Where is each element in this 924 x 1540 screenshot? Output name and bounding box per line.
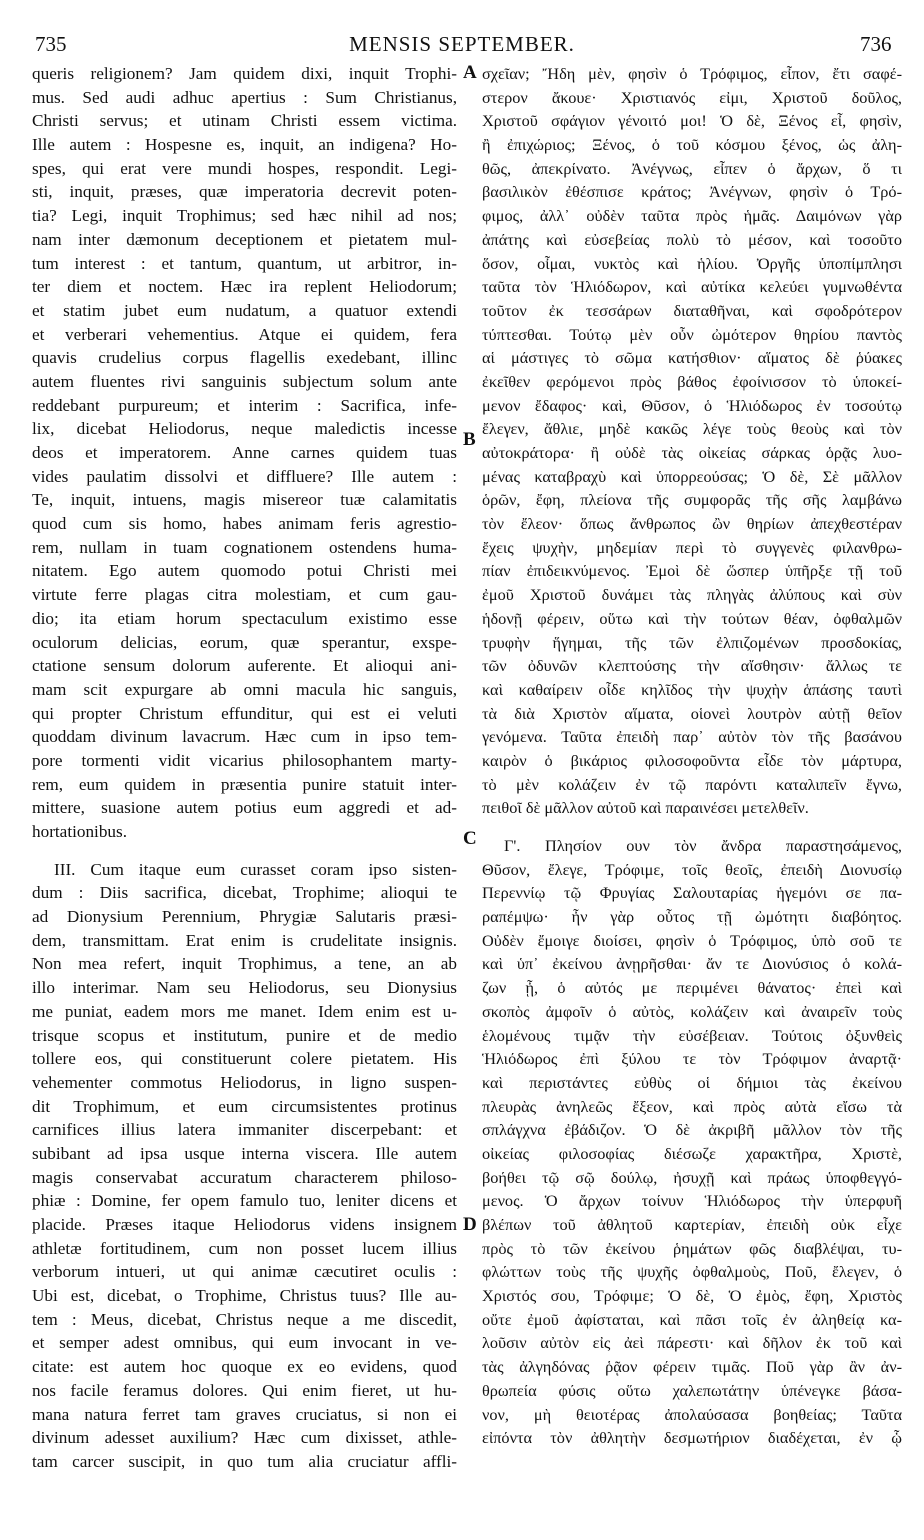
latin-text-line: dio; ita etiam horum spectaculum existimo esse [32,608,457,628]
latin-text-line: reddebant purpureum; et interim : Sacrifica, infe- [32,395,457,415]
latin-text-line: citate: est autem hoc quoque ex eo evidens, quod [32,1357,457,1377]
greek-text-line: στερον ἄκουε· Χριστιανός εἰμι, Χριστοῦ δοῦλος, [482,87,902,107]
greek-text-line: τύπτεσθαι. Τούτῳ μὲν οὖν ὠμότερον θηρίου παντὸς [482,324,902,344]
latin-text-line: nam inter dæmonum deceptionem et pietatem mul- [32,229,457,249]
latin-text-line: Te, inquit, intuens, magis misereor tuæ calamitatis [32,490,457,510]
greek-text-line: ὁρῶν, ἔφη, πλείονα τῆς συμφορᾶς τῆς σῆς λαμβάνω [482,490,902,510]
latin-text-line: quavis crudelius corpus flagellis exedebant, illinc [32,348,457,368]
greek-text-line: τὰ διὰ Χριστὸν αἵματα, οἱονεὶ λουτρὸν αὐτῇ θεῖον [482,703,902,723]
greek-text-line: τὰς ἀλγηδόνας ῥᾷον φέρειν τιμᾶς. Ποῦ γὰρ ἂν ἀν- [482,1357,902,1377]
latin-text-line: et verberari vehementius. Atque ei quidem, fera [32,324,457,344]
greek-text-line: τῶν ὀδυνῶν κλεπτούσης τὴν αἴσθησιν· ἄλλως τε [482,656,902,676]
latin-text-line: magis conservabat accuratum characterem philoso- [32,1167,457,1187]
latin-text-line: rem, nullam in tuam cognationem ostendens huma- [32,537,457,557]
greek-text-line: ἡδονῇ φέρειν, οὕτω καὶ τὴν τούτων θέαν, ὀφθαλμῶν [482,608,902,628]
greek-text-line: ραπέμψω· ἦν γὰρ οὗτος τῇ ὠμότητι διαβόητος. [482,907,902,927]
latin-text-line: trisque scopus et institutum, punire et de medio [32,1025,457,1045]
latin-text-line: Non mea refert, inquit Trophimus, a tene, an ab [32,954,457,974]
greek-text-line: Γ'. Πλησίον ουν τὸν ἄνδρα παραστησάμενος, [504,836,902,855]
latin-text-line: quod cum sis homo, habes animam feris agrestio- [32,514,457,534]
latin-text-line: deos et imperatorem. Anne carnes quidem tuas [32,443,457,462]
greek-text-line: πρὸς τὸ τῶν ἐκείνου ῥημάτων φῶς διαβλέψαι, τυ- [482,1238,902,1258]
latin-text-line: carnifices illius latera immaniter discerpebant: et [32,1120,457,1140]
latin-column [32,62,457,1474]
latin-text-line: ter diem et noctem. Hæc ira replent Heliodorum; [32,277,457,297]
greek-text-line: ταῦτα τὸν Ἡλιόδωρον, καὶ αὐτίκα κελεύει γυμνωθέντα [482,277,902,297]
greek-text-line: ἀπάτης καὶ εὐσεβείας πολὺ τὸ μέσον, καὶ τοσοῦτο [482,229,902,249]
latin-text-line: phiæ : Domine, fer opem famulo tuo, leniter dicens et [32,1191,457,1211]
greek-text-line: Περεννίῳ τῷ Φρυγίας Σαλουταρίας ἡγεμόνι σε πα- [482,883,902,903]
greek-text-line: τρυφὴν ἥγημαι, τῆς τῶν ἐλπιζομένων προσδοκίας, [482,632,902,652]
greek-text-line: καὶ ὑπ᾽ ἐκείνου ἀνῃρῆσθαι· ἄν τε Διονύσιος ὁ κολά- [482,954,902,974]
latin-text-line: athletæ fortitudinem, cum non posset lucem illius [32,1238,457,1258]
greek-text-line: μένας καταβραχὺ καὶ ὑπορρεούσας; Ὁ δὲ, Σὲ μᾶλλον [482,466,902,486]
latin-text-line: virtute ferre plagas citra molestiam, et cum gau- [32,585,457,605]
greek-column [482,62,902,1450]
latin-text-line: tia? Legi, inquit Trophimus; sed hæc nihil ad nos; [32,206,457,226]
latin-text-line: ad Dionysium Perennium, Phrygiæ Salutaris præsi- [32,907,457,927]
greek-text-line: νον, μὴ θειοτέρας ἀπολαύσασα βοηθείας; Ταῦτα [482,1404,902,1424]
greek-text-line: θρωπεία φύσις οὕτω χαλεπωτάτην ὑπένεγκε βάσα- [482,1380,902,1400]
greek-text-line: πειθοῖ δὲ μᾶλλον αὐτοῦ καὶ παραινέσει μετελθεῖν. [482,798,809,818]
latin-text-line: Ubi est, dicebat, o Trophime, Christus tuus? Ille au- [32,1286,457,1306]
greek-text-line: ἢ ἐπιχώριος; Ξένος, ὁ τοῦ κόσμου ξένος, ὡς ἀλη- [482,135,902,155]
greek-text-line: αἱ μάστιγες τὸ σῶμα κατήσθιον· αἵματος δὲ ῥύακες [482,348,902,368]
latin-text-line: tum interest : et tantum, quantum, ut arbitror, in- [32,253,457,273]
latin-text-line: tollere eos, qui constituerunt colere pietatem. His [32,1049,457,1069]
greek-text-line: οὔτε ἐμοῦ ἀφίσταται, καὶ πᾶσι τοῖς ἐν ἀληθείᾳ κα- [482,1309,902,1329]
latin-text-line: placide. Præses itaque Heliodorus videns insignem [32,1215,457,1234]
greek-text-line: ἐμοῦ Χριστοῦ δυνάμει τὰς πληγὰς ἀλύπους καὶ σὺν [482,585,902,605]
left-page-number: 735 [35,32,67,56]
latin-text-line: III. Cum itaque eum curasset coram ipso sisten- [54,859,457,879]
latin-text-line: illo interimar. Nam seu Heliodorus, seu Dionysius [32,978,457,998]
running-header [0,30,924,60]
latin-text-line: ctatione sensum dolorum auferente. Et alioqui ani- [32,656,457,676]
greek-text-line: ὅσον, οἶμαι, νυκτὸς καὶ ἡλίου. Ὀργῆς ὑποπίμπλησι [482,253,902,273]
latin-text-line: spes, qui erat vere mundi hospes, respondit. Legi- [32,158,457,178]
latin-text-line: subibant ad ipsa usque interna viscera. Ille autem [32,1143,457,1163]
greek-text-line: τὸ μὲν κολάζειν ἐν τῷ παρόντι καταλιπεῖν ἔγνω, [482,774,902,794]
greek-text-line: γενόμενα. Ταῦτα ἐπειδὴ παρ᾽ αὐτὸν τὸν τῆς βασάνου [482,727,902,747]
greek-text-line: εἰπόντα τὸν ἀθλητὴν δεσμωτήριον διαδέχεται, ἐν ᾧ [482,1428,902,1448]
latin-text-line: et statim jubet eum nudatum, a quatuor extendi [32,300,457,320]
greek-text-line: σχεῖαν; Ἤδη μὲν, φησὶν ὁ Τρόφιμος, εἶπον, ἔτι σαφέ- [482,64,902,83]
latin-text-line: verborum intueri, ut qui animæ cæcutiret oculis : [32,1262,457,1282]
latin-text-line: dum : Diis sacrifica, dicebat, Trophime; alioqui te [32,883,457,903]
greek-text-line: Χριστοῦ σφάγιον γένοιτό μοι! Ὁ δὲ, Ξένος εἶ, φησὶν, [482,111,902,131]
latin-text-line: Ille autem : Hospesne es, inquit, an indigena? Ho- [32,135,457,155]
latin-text-line: tam carcer suscipit, in quo tum alia cruciatur affli- [32,1451,457,1471]
greek-text-line: ἔλεγεν, ἄθλιε, μηδὲ κακῶς λέγε τοὺς θεοὺς καὶ τὸν [482,419,902,439]
latin-text-line: dit Trophimum, et eum circumsistentes protinus [32,1096,457,1116]
latin-text-line: queris religionem? Jam quidem dixi, inquit Trophi- [32,64,457,83]
latin-text-line: vides paulatim dissolvi et diffluere? Ille autem : [32,466,457,486]
latin-text-line: mam scit expurgare ab omni macula hic sanguis, [32,679,457,699]
greek-text-line: Θῦσον, ἔλεγε, Τρόφιμε, τοῖς θεοῖς, ἐπειδὴ Διονυσίῳ [482,859,902,879]
running-title: MENSIS SEPTEMBER. [349,32,575,56]
latin-text-line: quoddam divinum lavacrum. Hæc cum in ipso tem- [32,727,457,747]
greek-text-line: λοῦσιν αὐτὸν εἰς ἀεὶ πάρεστι· καὶ δῆλον ἐκ τοῦ καὶ [482,1333,902,1353]
latin-text-line: hortationibus. [32,822,128,841]
latin-text-line: mittere, suasione autem potius eum aggredi et ad- [32,798,457,818]
latin-text-line: oculorum delicias, eorum, quæ sperantur, exspe- [32,632,457,652]
latin-text-line: vehementer commotus Heliodorus, in ligno suspen- [32,1072,457,1092]
greek-text-line: καὶ περιστάντες εὐθὺς οἱ δήμιοι τὰς ἐκείνου [482,1072,902,1092]
greek-text-line: Χριστός σου, Τρόφιμε; Ὁ δὲ, Ὁ ἐμὸς, ἔφη, Χριστὸς [482,1286,902,1306]
latin-text-line: nos facile feramus dolores. Qui enim fieret, ut hu- [32,1380,457,1400]
greek-text-line: τοῦτον ἐκ τεσσάρων διαταθῆναι, καὶ σφοδρότερον [482,300,902,320]
greek-text-line: οἰκείας φιλοσοφίας διέσωζε χαρακτῆρα, Χριστὲ, [482,1143,902,1163]
latin-text-line: me puniat, eadem mors me manet. Idem enim est u- [32,1001,457,1021]
greek-text-line: ἐκεῖθεν φερόμενοι πρὸς βάθος ἐφοίνισσον τὸ ὑποκεί- [482,371,902,391]
greek-text-line: βοήθει τῷ σῷ δούλῳ, ἠσυχῇ καὶ πράως ὑποφθεγγό- [482,1167,902,1187]
greek-text-line: Ἡλιόδωρος ἐπὶ ξύλου τε τὸν Τρόφιμον ἀναρτᾷ· [482,1049,902,1069]
latin-text-line: rem, eum quidem in præsentia punire statuit inter- [32,774,457,794]
greek-text-line: μενον ἔδαφος· καὶ, Θῦσον, ὁ Ἡλιόδωρος ἐν τοσούτῳ [482,395,902,415]
greek-text-line: ζων ᾖ, ὁ αὐτός με περιμένει θάνατος· ἐπεὶ καὶ [482,978,902,998]
margin-letter: A [463,62,477,83]
latin-text-line: pore tormenti vidit vicarius philosophantem marty- [32,750,457,770]
latin-text-line: autem fluentes rivi sanguinis subjectum solum ante [32,371,457,391]
latin-text-line: sti, inquit, præses, quæ imperatoria decrevit poten- [32,182,457,202]
greek-text-line: θῶς, ἀπεκρίνατο. Ἀνέγνως, εἶπεν ὁ ἄρχων, ὅ τι [482,158,902,178]
latin-text-line: qui propter Christum effunditur, qui est ei veluti [32,703,457,723]
greek-text-line: πλευρὰς ἀνηλεῶς ἔξεον, καὶ πρὸς αὐτὰ εἴσω τὰ [482,1096,902,1116]
greek-text-line: σκοπὸς ἀμφοῖν ὁ αὐτὸς, κολάζειν καὶ ἀναιρεῖν τοὺς [482,1001,902,1021]
latin-text-line: et semper adest omnibus, qui eum invocant in ve- [32,1333,457,1353]
greek-text-line: βλέπων τοῦ ἀθλητοῦ καρτερίαν, ἐπειδὴ οὐκ εἶχε [482,1215,902,1234]
latin-text-line: mana natura ferret tam graves cruciatus, si non ei [32,1404,457,1424]
greek-text-line: μενος. Ὁ ἄρχων τοίνυν Ἡλιόδωρος τὴν ὑπερφυῆ [482,1191,902,1211]
greek-text-line: ἑλομένους τιμᾷν τὴν εὐσέβειαν. Τούτοις ὀξυνθεὶς [482,1025,902,1045]
latin-text-line: lix, dicebat Heliodorus, neque maledictis incesse [32,419,457,439]
greek-text-line: φλώττων τοὺς τῆς ψυχῆς ὀφθαλμοὺς, Ποῦ, ἔλεγεν, ὁ [482,1262,902,1282]
greek-text-line: καιρὸν ὁ βικάριος φιλοσοφοῦντα εἶδε τὸν μάρτυρα, [482,750,902,770]
greek-text-line: φιμος, ἀλλ᾽ οὐδὲν ταῦτα πρὸς ἡμᾶς. Δαιμόνων γὰρ [482,206,902,226]
latin-text-line: dem, transmittam. Erat enim is crudelitate insignis. [32,930,457,950]
latin-text-line: mus. Sed audi adhuc apertius : Sum Christianus, [32,87,457,107]
greek-text-line: αὐτοκράτορα· ἢ οὐδὲ τὰς οἰκείας σάρκας ὁρᾷς λυο- [482,443,902,462]
latin-text-line: divinum adesset auxilium? Hæc cum dixisset, athle- [32,1428,457,1448]
margin-letter: B [463,429,476,451]
margin-letter: C [463,827,477,849]
greek-text-line: ἔχεις ψυχὴν, μηδεμίαν περὶ τὸ συγγενὲς φιλανθρω- [482,537,902,557]
right-page-number: 736 [860,32,892,56]
greek-text-line: πίαν ἐπιδεικνύμενος. Ἐμοὶ δὲ ὥσπερ ὑπῆρξε τῇ τοῦ [482,561,902,581]
latin-text-line: tem : Meus, dicebat, Christus neque a me discedit, [32,1309,457,1329]
greek-text-line: καὶ καθαίρειν οἶδε κηλῖδος τὴν ψυχὴν ἁπάσης ταυτὶ [482,679,902,699]
greek-text-line: βασιλικὸν ἐθέσπισε κράτος; Ἀνέγνων, φησὶν ὁ Τρό- [482,182,902,202]
greek-text-line: Οὐδὲν ἔμοιγε διοίσει, φησὶν ὁ Τρόφιμος, ὑπὸ σοῦ τε [482,930,902,950]
greek-text-line: τὸν ἔλεον· ὅπως ἄνθρωπος ὢν θηρίων ἀπεχθεστέραν [482,514,902,534]
latin-text-line: Christi servus; et utinam Christi essem victima. [32,111,457,131]
latin-text-line: nitatem. Ego autem quomodo potui Christi mei [32,561,457,581]
margin-letter: D [463,1213,477,1235]
greek-text-line: σπλάγχνα ἐβάδιζον. Ὁ δὲ ἀκριβῆ μᾶλλον τὸν τῆς [482,1120,902,1140]
